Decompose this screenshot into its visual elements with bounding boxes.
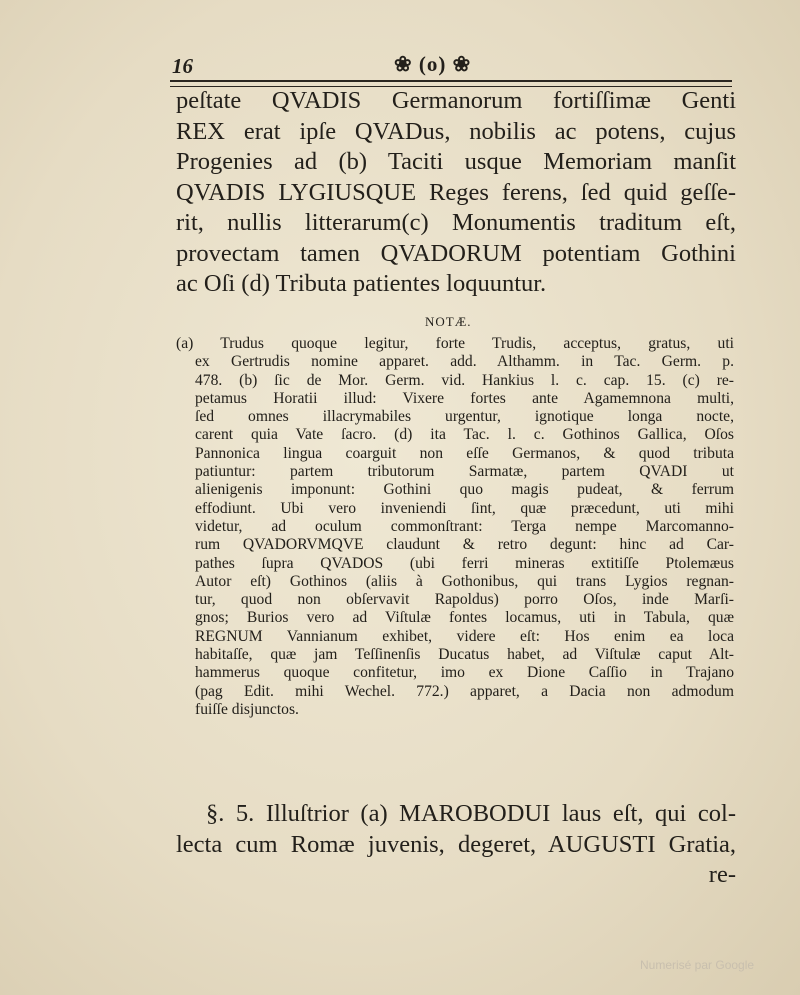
scan-watermark: Numerisé par Google <box>640 958 755 972</box>
note-line: tur, quod non obſervavit Rapoldus) porro Oſos, inde Marſi- <box>195 591 734 609</box>
note-line: carent quia Vate ſacro. (d) ita Tac. l. c. Gothinos Gallica, Oſos <box>195 426 734 444</box>
note-line: rum QVADORVMQVE claudunt & retro degunt: hinc ad Car- <box>195 536 734 554</box>
note-line: patiuntur: partem tributorum Sarmatæ, partem QVADI ut <box>195 463 734 481</box>
note-line: ſed omnes illacrymabiles urgentur, ignotique longa nocte, <box>195 408 734 426</box>
note-line: 478. (b) ſic de Mor. Germ. vid. Hankius l. c. cap. 15. (c) re- <box>195 371 734 389</box>
note-line: REGNUM Vannianum exhibet, videre eſt: Hos enim ea loca <box>195 627 734 645</box>
text-line: rit, nullis litterarum(c) Monumentis traditum eſt, <box>176 209 736 236</box>
note-line: hammerus quoque confitetur, imo ex Dione Caſſio in Trajano <box>195 664 734 682</box>
note-line: Autor eſt) Gothinos (aliis à Gothonibus, qui trans Lygios regnan- <box>195 572 734 590</box>
header-ornament: ❀ (o) ❀ <box>394 52 472 76</box>
note-line: gnos; Burios vero ad Viſtulæ fontes locamus, uti in Tabula, quæ <box>195 609 734 627</box>
text-line: QVADIS LYGIUSQUE Reges ferens, ſed quid geſſe- <box>176 178 736 206</box>
main-paragraph <box>176 86 736 300</box>
note-line: (a) Trudus quoque legitur, forte Trudis, acceptus, gratus, uti <box>176 335 734 352</box>
footnotes <box>176 335 734 719</box>
note-line: petamus Horatii illud: Vixere fortes ante Agamemnona multi, <box>195 389 734 407</box>
note-line: fuiſſe disjunctos. <box>195 700 299 718</box>
note-line: effodiunt. Ubi vero inveniendi ſint, quæ præcedunt, uti mihi <box>195 499 734 517</box>
note-line: pathes ſupra QVADOS (ubi ferri mineras extitiſſe Ptolemæus <box>195 554 734 572</box>
note-line: alienigenis imponunt: Gothini quo magis pudeat, & ferrum <box>195 481 734 499</box>
text-line: ac Oſi (d) Tributa patientes loquuntur. <box>176 270 547 297</box>
note-line: (pag Edit. mihi Wechel. 772.) apparet, a Dacia non admodum <box>195 682 734 700</box>
text-line: Progenies ad (b) Taciti usque Memoriam manſit <box>176 148 736 175</box>
section-line: §. 5. Illuſtrior (a) MAROBODUI laus eſt, qui col- <box>206 800 736 827</box>
text-line: provectam tamen QVADORUM potentiam Gothini <box>176 239 736 267</box>
section-5 <box>176 799 736 891</box>
section-line: lecta cum Romæ juvenis, degeret, AUGUSTI Gratia, <box>176 830 736 858</box>
catchword: re- <box>708 861 736 888</box>
note-line: videtur, ad oculum commonſtrant: Terga nempe Marcomanno- <box>195 517 734 535</box>
text-line: REX erat ipſe QVADus, nobilis ac potens, cujus <box>176 117 736 145</box>
page-header <box>172 50 732 82</box>
notes-heading: NOTÆ. <box>425 314 472 329</box>
page-number: 16 <box>172 54 193 78</box>
note-line: Pannonica lingua coarguit non eſſe Germanos, & quod tributa <box>195 444 734 462</box>
note-line: ex Gertrudis nomine apparet. add. Althamm. in Tac. Germ. p. <box>195 353 734 371</box>
note-line: habitaſſe, quæ jam Teſſinenſis Ducatus habet, ad Viſtulæ caput Alt- <box>195 646 734 664</box>
text-line: peſtate QVADIS Germanorum fortiſſimæ Genti <box>176 87 736 114</box>
